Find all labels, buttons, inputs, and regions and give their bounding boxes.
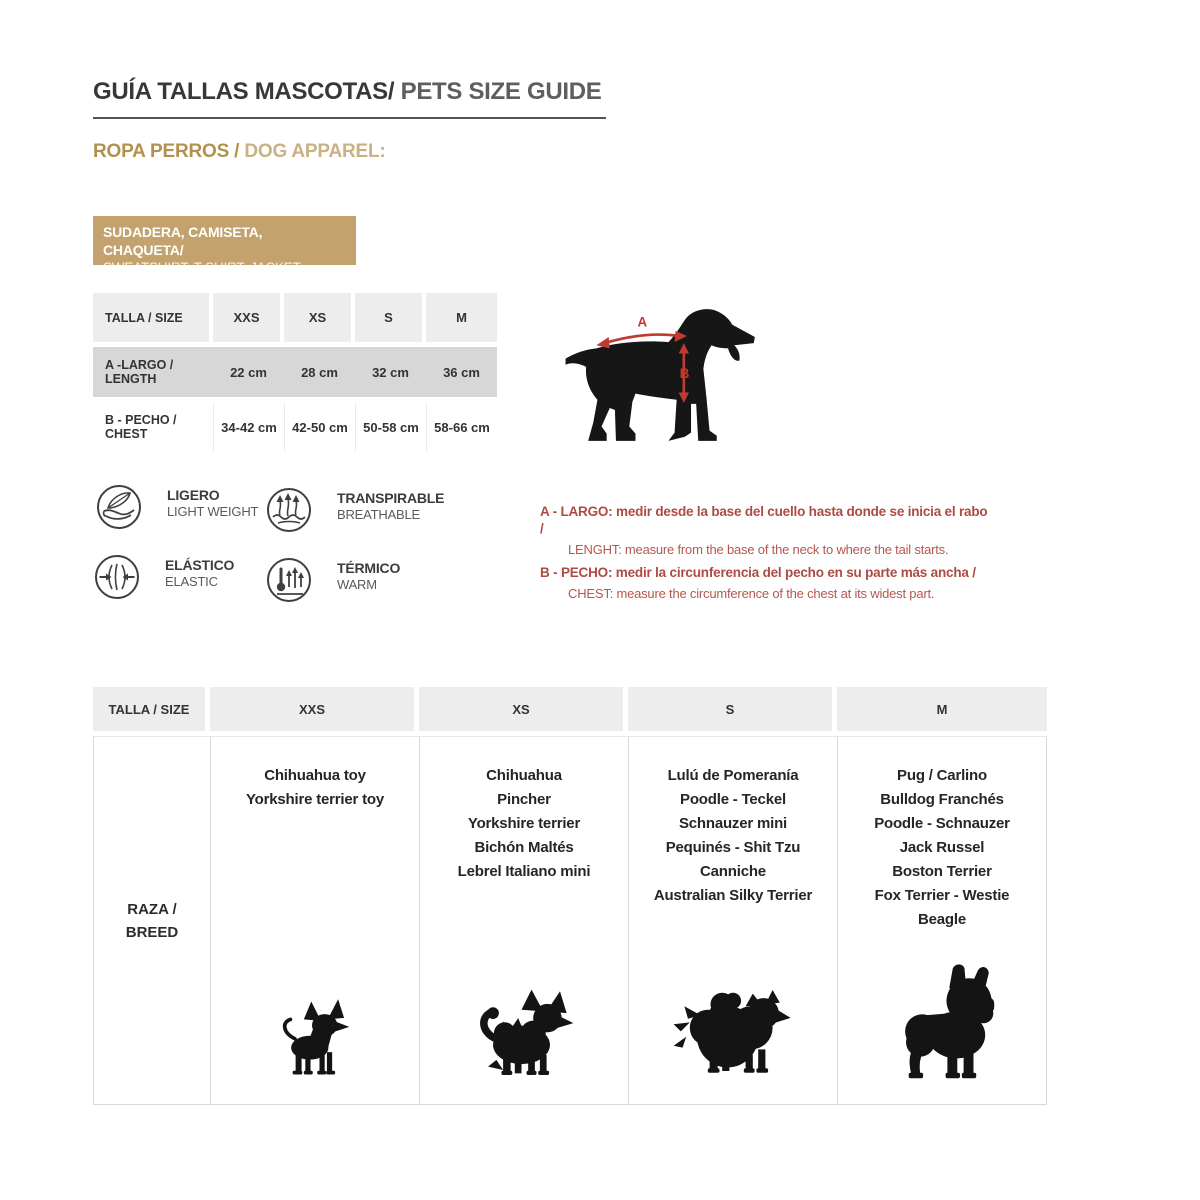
breed-table-header-cell: XXS (210, 687, 419, 731)
note-chest-english: CHEST: measure the circumference of the chest at its widest part. (568, 586, 935, 601)
size-table-header-cell: M (426, 293, 497, 342)
breed-name: Beagle (918, 911, 966, 928)
feature-subtitle: ELASTIC (165, 574, 218, 589)
breed-name: Yorkshire terrier toy (245, 791, 385, 808)
breed-name: Lulú de Pomeranía (667, 767, 799, 784)
breed-list-m (874, 737, 1010, 932)
breed-name: Australian Silky Terrier (653, 887, 813, 904)
long-haired-chihuahua-silhouette (468, 988, 580, 1080)
elastic-icon (93, 553, 141, 601)
breed-table-header-cell: S (628, 687, 837, 731)
breed-list-xs (458, 737, 591, 884)
breathable-icon (265, 486, 313, 534)
breed-name: Chihuahua toy (264, 767, 366, 784)
thermal-icon (265, 556, 313, 604)
length-value: 28 cm (301, 364, 338, 380)
note-chest-spanish: B - PECHO: medir la circunferencia del pecho en su parte más ancha / (540, 565, 976, 580)
measure-notes (540, 503, 990, 608)
banner-line-spanish: SUDADERA, CAMISETA, CHAQUETA/ (103, 224, 263, 258)
breed-table-header-cell: XS (419, 687, 628, 731)
page-title (93, 78, 606, 119)
breed-name: Pug / Carlino (897, 767, 987, 784)
size-table-row-chest (93, 402, 497, 452)
size-table-row-length (93, 347, 497, 397)
breed-name: Canniche (700, 863, 766, 880)
breed-list-s (654, 737, 812, 908)
breed-cell-m (837, 737, 1046, 1104)
breed-name: Chihuahua (486, 767, 562, 784)
feature-subtitle: BREATHABLE (337, 507, 421, 522)
section-subtitle (93, 141, 386, 163)
breed-name: Pincher (497, 791, 551, 808)
feature-title: ELÁSTICO (165, 557, 235, 573)
pomeranian-silhouette (670, 981, 796, 1080)
breed-table-header-cell: M (837, 687, 1047, 731)
breed-name: Fox Terrier - Westie (874, 887, 1010, 904)
subtitle-spanish: ROPA PERROS / (93, 141, 240, 162)
dog-measure-diagram (550, 301, 758, 445)
feature-elastic (93, 553, 234, 601)
chihuahua-toy-silhouette (274, 996, 356, 1080)
breed-row-label-spanish: RAZA / (127, 900, 177, 918)
size-table-header-cell: XXS (213, 293, 284, 342)
size-table-header-row (93, 293, 497, 342)
chest-value: 42-50 cm (284, 402, 355, 452)
feature-title: LIGERO (167, 487, 220, 503)
length-value: 22 cm (230, 364, 267, 380)
feature-title: TRANSPIRABLE (337, 490, 445, 506)
feather-hand-icon (95, 483, 143, 531)
measure-label-b: B (679, 366, 690, 382)
breed-name: Bulldog Franchés (880, 791, 1004, 808)
breed-size-table (93, 687, 1047, 1105)
feature-subtitle: LIGHT WEIGHT (167, 504, 259, 519)
feature-thermal (265, 556, 400, 604)
breed-row-label-english: BREED (125, 923, 179, 941)
note-length-spanish: A - LARGO: medir desde la base del cuello hasta donde se inicia el rabo / (540, 504, 988, 536)
row-label: A -LARGO / LENGTH (105, 358, 174, 386)
feature-subtitle: WARM (337, 577, 377, 592)
row-label: B - PECHO / CHEST (105, 413, 177, 441)
breed-name: Bichón Maltés (474, 839, 574, 856)
size-measurements-table (93, 293, 497, 452)
length-value: 32 cm (372, 364, 409, 380)
chest-value: 50-58 cm (355, 402, 426, 452)
size-table-header-cell: TALLA / SIZE (93, 293, 213, 342)
breed-cell-s (628, 737, 837, 1104)
breed-name: Yorkshire terrier (467, 815, 581, 832)
size-table-header-cell: XS (284, 293, 355, 342)
note-length-english: LENGHT: measure from the base of the neck to where the tail starts. (568, 542, 949, 557)
french-bulldog-silhouette (879, 963, 1005, 1080)
breed-name: Boston Terrier (892, 863, 992, 880)
chest-value: 58-66 cm (426, 402, 497, 452)
breed-name: Pequinés - Shit Tzu (665, 839, 801, 856)
breed-name: Jack Russel (899, 839, 985, 856)
breed-cell-xxs (210, 737, 419, 1104)
breed-name: Lebrel Italiano mini (457, 863, 591, 880)
breed-list-xxs (246, 737, 384, 812)
labrador-silhouette (550, 301, 758, 445)
banner-line-english: SWEATSHIRT, T-SHIRT, JACKET (103, 260, 301, 275)
chest-value: 34-42 cm (213, 402, 284, 452)
page-title-english: PETS SIZE GUIDE (394, 78, 602, 105)
measure-label-a: A (637, 314, 648, 330)
feature-lightweight (95, 483, 258, 531)
product-category-banner (93, 216, 356, 275)
breed-table-header-row (93, 687, 1047, 731)
length-value: 36 cm (443, 364, 480, 380)
breed-table-header-cell: TALLA / SIZE (93, 687, 210, 731)
breed-row-label (94, 737, 210, 1104)
breed-name: Poodle - Schnauzer (874, 815, 1010, 832)
breed-name: Poodle - Teckel (680, 791, 786, 808)
page-title-spanish: GUÍA TALLAS MASCOTAS/ (93, 78, 395, 105)
breed-table-body (93, 736, 1047, 1105)
size-table-header-cell: S (355, 293, 426, 342)
feature-breathable (265, 486, 444, 534)
subtitle-english: DOG APPAREL: (239, 141, 386, 162)
feature-title: TÉRMICO (337, 560, 401, 576)
breed-cell-xs (419, 737, 628, 1104)
breed-name: Schnauzer mini (678, 815, 788, 832)
